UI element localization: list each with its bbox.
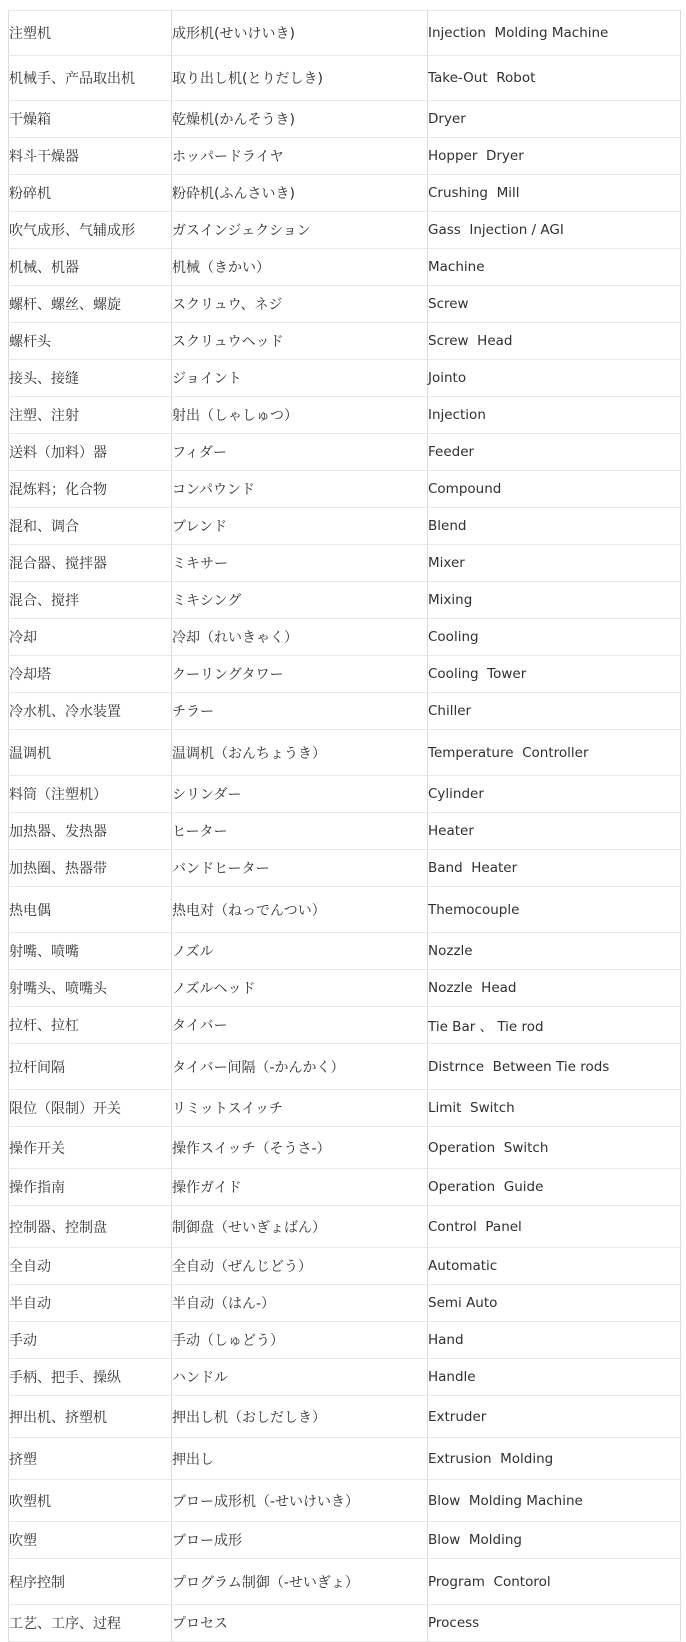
chinese-term-cell: 料筒（注塑机） — [9, 776, 172, 813]
table-row — [9, 545, 681, 582]
english-term-cell: Screw — [428, 286, 681, 323]
japanese-term-cell: 冷却（れいきゃく） — [172, 619, 428, 656]
japanese-term-cell: ヒーター — [172, 813, 428, 850]
chinese-term-cell: 螺杆头 — [9, 323, 172, 360]
table-row — [9, 286, 681, 323]
chinese-term-cell: 冷却 — [9, 619, 172, 656]
english-term-cell: Jointo — [428, 360, 681, 397]
japanese-term-cell: 粉砕机(ふんさいき) — [172, 175, 428, 212]
chinese-term-cell: 加热圈、热器带 — [9, 850, 172, 887]
chinese-term-cell: 热电偶 — [9, 887, 172, 933]
table-row — [9, 1322, 681, 1359]
english-term-cell: Automatic — [428, 1248, 681, 1285]
table-row — [9, 656, 681, 693]
japanese-term-cell: リミットスイッチ — [172, 1090, 428, 1127]
table-row — [9, 434, 681, 471]
table-row — [9, 582, 681, 619]
table-row — [9, 175, 681, 212]
chinese-term-cell: 拉杆间隔 — [9, 1044, 172, 1090]
japanese-term-cell: プログラム制御（-せいぎょ） — [172, 1559, 428, 1605]
table-row — [9, 323, 681, 360]
chinese-term-cell: 限位（限制）开关 — [9, 1090, 172, 1127]
chinese-term-cell: 机械、机器 — [9, 249, 172, 286]
english-term-cell: Heater — [428, 813, 681, 850]
chinese-term-cell: 机械手、产品取出机 — [9, 56, 172, 101]
chinese-term-cell: 温调机 — [9, 730, 172, 776]
english-term-cell: Take-Out Robot — [428, 56, 681, 101]
chinese-term-cell: 挤塑 — [9, 1438, 172, 1480]
table-row — [9, 1007, 681, 1044]
japanese-term-cell: 半自动（はん-） — [172, 1285, 428, 1322]
table-row — [9, 101, 681, 138]
japanese-term-cell: ブレンド — [172, 508, 428, 545]
japanese-term-cell: ブロー成形 — [172, 1522, 428, 1559]
english-term-cell: Blow Molding — [428, 1522, 681, 1559]
english-term-cell: Extrusion Molding — [428, 1438, 681, 1480]
japanese-term-cell: ジョイント — [172, 360, 428, 397]
chinese-term-cell: 混合、搅拌 — [9, 582, 172, 619]
japanese-term-cell: ハンドル — [172, 1359, 428, 1396]
table-row — [9, 730, 681, 776]
english-term-cell: Feeder — [428, 434, 681, 471]
english-term-cell: Cooling Tower — [428, 656, 681, 693]
table-row — [9, 1206, 681, 1248]
japanese-term-cell: 操作ガイド — [172, 1169, 428, 1206]
table-row — [9, 1090, 681, 1127]
english-term-cell: Process — [428, 1605, 681, 1642]
chinese-term-cell: 拉杆、拉杠 — [9, 1007, 172, 1044]
japanese-term-cell: 取り出し机(とりだしき) — [172, 56, 428, 101]
chinese-term-cell: 送料（加料）器 — [9, 434, 172, 471]
english-term-cell: Themocouple — [428, 887, 681, 933]
table-row — [9, 1248, 681, 1285]
japanese-term-cell: ミキシング — [172, 582, 428, 619]
english-term-cell: Band Heater — [428, 850, 681, 887]
english-term-cell: Injection — [428, 397, 681, 434]
table-row — [9, 1169, 681, 1206]
table-row — [9, 1438, 681, 1480]
table-row — [9, 850, 681, 887]
japanese-term-cell: プロセス — [172, 1605, 428, 1642]
chinese-term-cell: 操作指南 — [9, 1169, 172, 1206]
table-row — [9, 619, 681, 656]
japanese-term-cell: 手动（しゅどう） — [172, 1322, 428, 1359]
table-row — [9, 508, 681, 545]
japanese-term-cell: ミキサー — [172, 545, 428, 582]
english-term-cell: Hopper Dryer — [428, 138, 681, 175]
table-row — [9, 11, 681, 56]
japanese-term-cell: ノズル — [172, 933, 428, 970]
english-term-cell: Extruder — [428, 1396, 681, 1438]
table-row — [9, 138, 681, 175]
english-term-cell: Blow Molding Machine — [428, 1480, 681, 1522]
english-term-cell: Tie Bar 、 Tie rod — [428, 1007, 681, 1044]
japanese-term-cell: フィダー — [172, 434, 428, 471]
japanese-term-cell: クーリングタワー — [172, 656, 428, 693]
japanese-term-cell: ノズルヘッド — [172, 970, 428, 1007]
chinese-term-cell: 接头、接缝 — [9, 360, 172, 397]
terminology-table — [8, 10, 681, 1642]
chinese-term-cell: 押出机、挤塑机 — [9, 1396, 172, 1438]
japanese-term-cell: 操作スイッチ（そうさ-） — [172, 1127, 428, 1169]
english-term-cell: Screw Head — [428, 323, 681, 360]
chinese-term-cell: 料斗干燥器 — [9, 138, 172, 175]
japanese-term-cell: バンドヒーター — [172, 850, 428, 887]
japanese-term-cell: 射出（しゃしゅつ） — [172, 397, 428, 434]
table-row — [9, 56, 681, 101]
japanese-term-cell: 全自动（ぜんじどう） — [172, 1248, 428, 1285]
table-row — [9, 813, 681, 850]
japanese-term-cell: 机械（きかい） — [172, 249, 428, 286]
table-row — [9, 1359, 681, 1396]
japanese-term-cell: ガスインジェクション — [172, 212, 428, 249]
english-term-cell: Temperature Controller — [428, 730, 681, 776]
table-row — [9, 1480, 681, 1522]
japanese-term-cell: 乾燥机(かんそうき) — [172, 101, 428, 138]
english-term-cell: Blend — [428, 508, 681, 545]
english-term-cell: Control Panel — [428, 1206, 681, 1248]
chinese-term-cell: 工艺、工序、过程 — [9, 1605, 172, 1642]
english-term-cell: Limit Switch — [428, 1090, 681, 1127]
english-term-cell: Cylinder — [428, 776, 681, 813]
english-term-cell: Program Contorol — [428, 1559, 681, 1605]
chinese-term-cell: 操作开关 — [9, 1127, 172, 1169]
chinese-term-cell: 程序控制 — [9, 1559, 172, 1605]
table-row — [9, 1396, 681, 1438]
table-row — [9, 471, 681, 508]
table-row — [9, 360, 681, 397]
english-term-cell: Mixer — [428, 545, 681, 582]
table-row — [9, 1605, 681, 1642]
english-term-cell: Operation Guide — [428, 1169, 681, 1206]
japanese-term-cell: コンパウンド — [172, 471, 428, 508]
english-term-cell: Crushing Mill — [428, 175, 681, 212]
table-row — [9, 776, 681, 813]
english-term-cell: Gass Injection / AGI — [428, 212, 681, 249]
japanese-term-cell: シリンダー — [172, 776, 428, 813]
chinese-term-cell: 半自动 — [9, 1285, 172, 1322]
english-term-cell: Chiller — [428, 693, 681, 730]
japanese-term-cell: 押出し机（おしだしき） — [172, 1396, 428, 1438]
chinese-term-cell: 混和、调合 — [9, 508, 172, 545]
chinese-term-cell: 吹塑 — [9, 1522, 172, 1559]
chinese-term-cell: 射嘴、喷嘴 — [9, 933, 172, 970]
table-row — [9, 212, 681, 249]
table-row — [9, 970, 681, 1007]
japanese-term-cell: タイバー间隔（-かんかく） — [172, 1044, 428, 1090]
english-term-cell: Nozzle — [428, 933, 681, 970]
chinese-term-cell: 螺杆、螺丝、螺旋 — [9, 286, 172, 323]
japanese-term-cell: ブロー成形机（-せいけいき） — [172, 1480, 428, 1522]
table-row — [9, 1127, 681, 1169]
chinese-term-cell: 注塑、注射 — [9, 397, 172, 434]
japanese-term-cell: タイバー — [172, 1007, 428, 1044]
chinese-term-cell: 干燥箱 — [9, 101, 172, 138]
chinese-term-cell: 吹塑机 — [9, 1480, 172, 1522]
english-term-cell: Nozzle Head — [428, 970, 681, 1007]
japanese-term-cell: スクリュウヘッド — [172, 323, 428, 360]
english-term-cell: Dryer — [428, 101, 681, 138]
table-row — [9, 933, 681, 970]
chinese-term-cell: 注塑机 — [9, 11, 172, 56]
chinese-term-cell: 手柄、把手、操纵 — [9, 1359, 172, 1396]
chinese-term-cell: 混合器、搅拌器 — [9, 545, 172, 582]
table-row — [9, 693, 681, 730]
english-term-cell: Cooling — [428, 619, 681, 656]
terminology-table-body — [9, 11, 681, 1642]
chinese-term-cell: 吹气成形、气辅成形 — [9, 212, 172, 249]
table-row — [9, 1285, 681, 1322]
english-term-cell: Machine — [428, 249, 681, 286]
japanese-term-cell: ホッパードライヤ — [172, 138, 428, 175]
japanese-term-cell: スクリュウ、ネジ — [172, 286, 428, 323]
english-term-cell: Semi Auto — [428, 1285, 681, 1322]
english-term-cell: Injection Molding Machine — [428, 11, 681, 56]
english-term-cell: Operation Switch — [428, 1127, 681, 1169]
japanese-term-cell: 热电对（ねっでんつい） — [172, 887, 428, 933]
chinese-term-cell: 冷水机、冷水装置 — [9, 693, 172, 730]
japanese-term-cell: 制御盘（せいぎょばん） — [172, 1206, 428, 1248]
english-term-cell: Mixing — [428, 582, 681, 619]
table-row — [9, 1559, 681, 1605]
japanese-term-cell: チラー — [172, 693, 428, 730]
english-term-cell: Compound — [428, 471, 681, 508]
english-term-cell: Hand — [428, 1322, 681, 1359]
chinese-term-cell: 混炼料；化合物 — [9, 471, 172, 508]
chinese-term-cell: 粉碎机 — [9, 175, 172, 212]
table-row — [9, 887, 681, 933]
japanese-term-cell: 成形机(せいけいき) — [172, 11, 428, 56]
table-row — [9, 397, 681, 434]
japanese-term-cell: 温调机（おんちょうき） — [172, 730, 428, 776]
table-row — [9, 1522, 681, 1559]
terminology-page — [0, 10, 686, 1632]
table-row — [9, 249, 681, 286]
table-row — [9, 1044, 681, 1090]
english-term-cell: Handle — [428, 1359, 681, 1396]
japanese-term-cell: 押出し — [172, 1438, 428, 1480]
chinese-term-cell: 加热器、发热器 — [9, 813, 172, 850]
chinese-term-cell: 冷却塔 — [9, 656, 172, 693]
chinese-term-cell: 全自动 — [9, 1248, 172, 1285]
chinese-term-cell: 射嘴头、喷嘴头 — [9, 970, 172, 1007]
chinese-term-cell: 控制器、控制盘 — [9, 1206, 172, 1248]
english-term-cell: Distrnce Between Tie rods — [428, 1044, 681, 1090]
chinese-term-cell: 手动 — [9, 1322, 172, 1359]
